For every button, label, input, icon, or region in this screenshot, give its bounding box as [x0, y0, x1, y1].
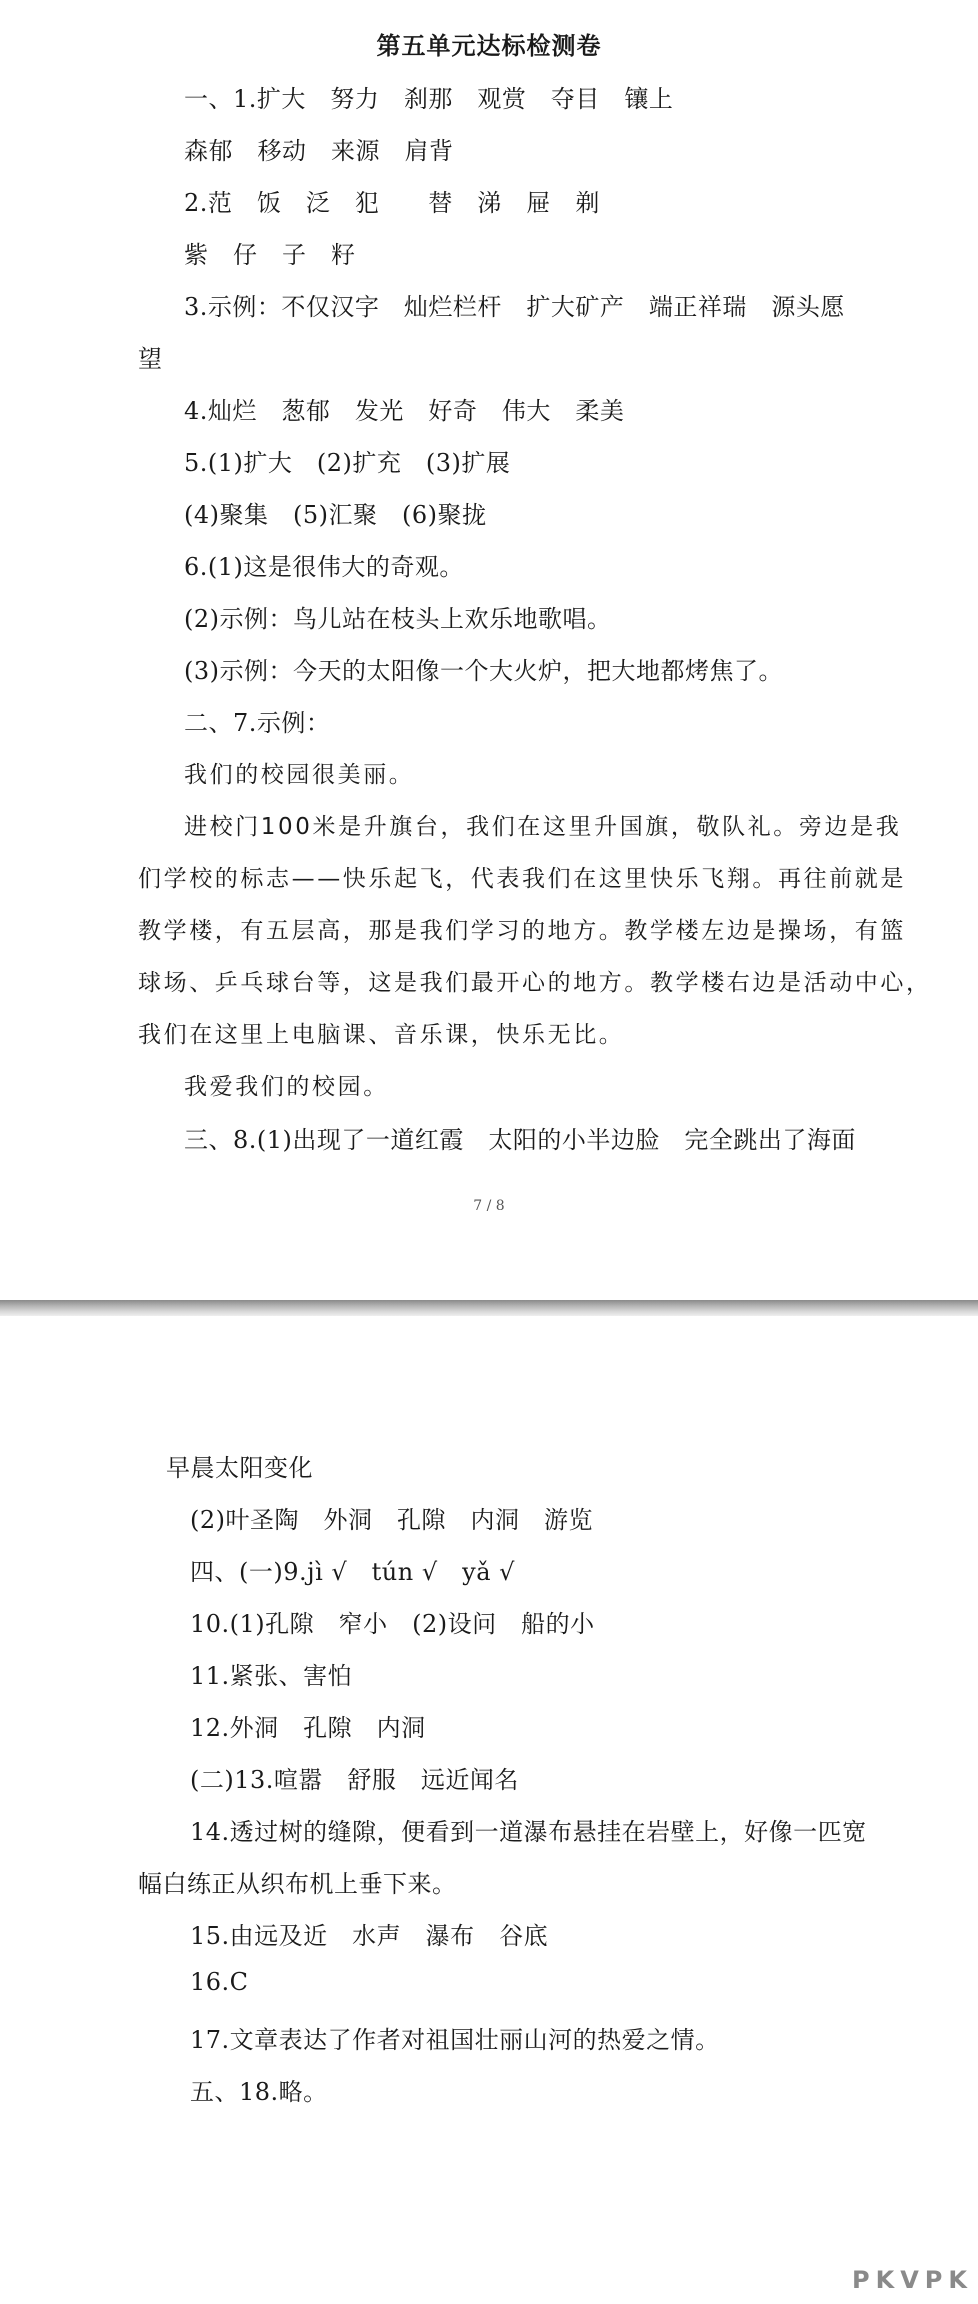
answer-line: 5.(1)扩大 (2)扩充 (3)扩展 — [184, 449, 511, 477]
page-title: 第五单元达标检测卷 — [376, 31, 602, 60]
page-number: 7 / 8 — [473, 1198, 505, 1214]
essay-line: 教学楼，有五层高，那是我们学习的地方。教学楼左边是操场，有篮 — [138, 918, 906, 944]
answer-line: 15.由远及近 水声 瀑布 谷底 — [190, 1922, 549, 1950]
answer-line: 三、8.(1)出现了一道红霞 太阳的小半边脸 完全跳出了海面 — [184, 1126, 856, 1154]
page-divider — [0, 1300, 978, 1316]
essay-line: 我们的校园很美丽。 — [184, 762, 415, 788]
essay-line: 们学校的标志——快乐起飞，代表我们在这里快乐飞翔。再往前就是 — [138, 866, 906, 892]
answer-line: 14.透过树的缝隙，便看到一道瀑布悬挂在岩壁上，好像一匹宽 — [190, 1818, 867, 1846]
answer-line: 紫 仔 子 籽 — [184, 241, 356, 269]
answer-line: 四、(一)9.jì √ tún √ yǎ √ — [190, 1558, 515, 1586]
answer-line: 2.范 饭 泛 犯 替 涕 屉 剃 — [184, 189, 600, 217]
answer-line: 一、1.扩大 努力 刹那 观赏 夺目 镶上 — [184, 85, 674, 113]
answer-line: 五、18.略。 — [190, 2078, 328, 2106]
answer-line: 早晨太阳变化 — [166, 1454, 313, 1482]
answer-line: 幅白练正从织布机上垂下来。 — [138, 1870, 457, 1898]
answer-line: 3.示例：不仅汉字 灿烂栏杆 扩大矿产 端正祥瑞 源头愿 — [184, 293, 845, 321]
answer-line: 12.外洞 孔隙 内洞 — [190, 1714, 426, 1742]
answer-line: 10.(1)孔隙 窄小 (2)设问 船的小 — [190, 1610, 595, 1638]
answer-line: (2)示例：鸟儿站在枝头上欢乐地歌唱。 — [184, 605, 612, 633]
answer-line: 森郁 移动 来源 肩背 — [184, 137, 454, 165]
essay-line: 我们在这里上电脑课、音乐课，快乐无比。 — [138, 1022, 625, 1048]
watermark-logo: PKVPK — [852, 2266, 973, 2294]
answer-line: 16.C — [190, 1968, 249, 1996]
answer-line: 17.文章表达了作者对祖国壮丽山河的热爱之情。 — [190, 2026, 720, 2054]
answer-line: 11.紧张、害怕 — [190, 1662, 353, 1690]
answer-line: (3)示例：今天的太阳像一个大火炉，把大地都烤焦了。 — [184, 657, 783, 685]
answer-line: 二、7.示例： — [184, 709, 331, 737]
answer-line: (4)聚集 (5)汇聚 (6)聚拢 — [184, 501, 487, 529]
essay-line: 我爱我们的校园。 — [184, 1074, 389, 1100]
answer-line: 望 — [138, 345, 163, 373]
answer-line: (2)叶圣陶 外洞 孔隙 内洞 游览 — [190, 1506, 593, 1534]
essay-line: 进校门100米是升旗台，我们在这里升国旗，敬队礼。旁边是我 — [184, 814, 902, 840]
answer-page-8 — [0, 1316, 978, 2304]
answer-line: (二)13.喧嚣 舒服 远近闻名 — [190, 1766, 519, 1794]
answer-line: 4.灿烂 葱郁 发光 好奇 伟大 柔美 — [184, 397, 625, 425]
essay-line: 球场、乒乓球台等，这是我们最开心的地方。教学楼右边是活动中心， — [138, 970, 932, 996]
answer-line: 6.(1)这是很伟大的奇观。 — [184, 553, 464, 581]
